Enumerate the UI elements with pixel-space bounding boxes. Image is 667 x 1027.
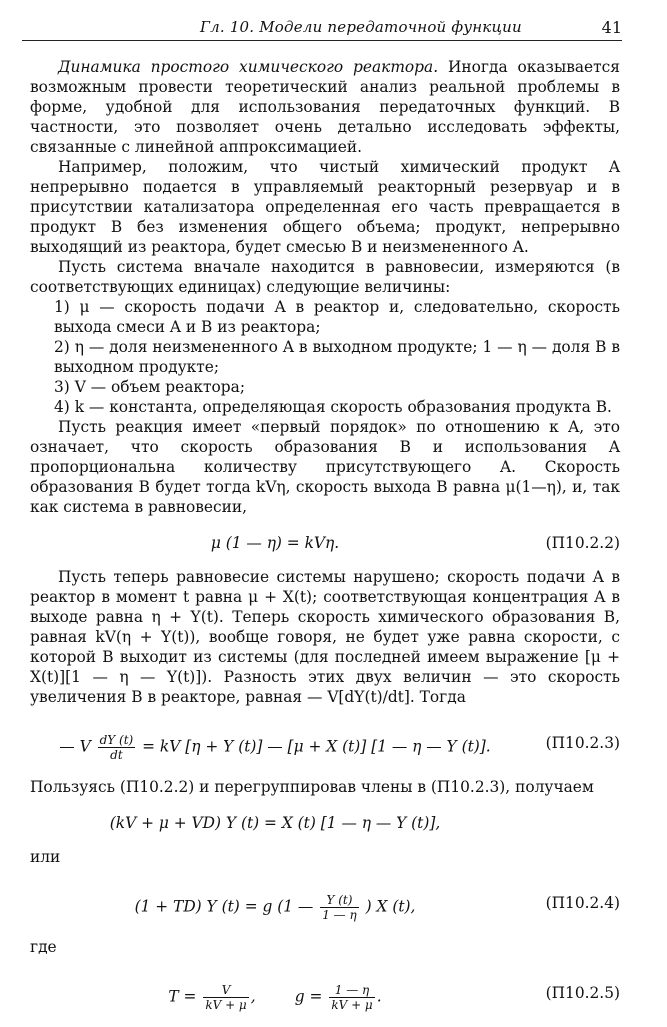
equation-body: T = $\frac{V}{kV + \mu}$ , g = $\frac{1 — \eta}{kV + \mu}$ .: [168, 983, 382, 1012]
equation-right: ) X (t),: [365, 897, 416, 916]
main-text: [30, 57, 620, 1027]
equation-regrouped: [30, 813, 620, 833]
word-where: где: [30, 938, 57, 956]
t-definition-label: T =: [168, 987, 197, 1006]
equation-label: (П10.2.2): [545, 534, 620, 552]
fraction-numerator: Y (t): [320, 893, 358, 908]
equation-left: (1 + TD) Y (t) = g (1 —: [134, 897, 314, 916]
paragraph-reaction: Пусть реакция имеет «первый порядок» по отношению к A, это означает, что скорость образования B и использования A пропорциональна количеству присутствующего A. Скорость образования B будет тогда kVη, скорость выхода B равна μ(1—η), и, так как система в равновесии,: [30, 418, 620, 516]
list-item: 3) V — объем реактора;: [54, 378, 246, 396]
g-definition-label: g =: [294, 987, 323, 1006]
equation-body: μ (1 — η) = kVη.: [210, 534, 340, 552]
chapter-title: Гл. 10. Модели передаточной функции: [200, 18, 522, 36]
fraction-denominator: dt: [110, 748, 123, 762]
ratio-fraction: [320, 893, 358, 922]
list-item: 1) μ — скорость подачи A в реактор и, следовательно, скорость выхода смеси A и B из реактора;: [54, 298, 620, 336]
g-fraction: [329, 983, 374, 1012]
equation-body: (kV + μ + VD) Y (t) = X (t) [1 — η — Y (t)],: [109, 814, 441, 832]
equation-p10-2-2: [30, 533, 620, 553]
paragraph-using: Пользуясь (П10.2.2) и перегруппировав члены в (П10.2.3), получаем: [30, 778, 594, 796]
paragraph-equilibrium: Пусть система вначале находится в равновесии, измеряются (в соответствующих единицах) следующие величины:: [30, 258, 620, 296]
fraction-denominator: 1 — η: [322, 908, 357, 922]
equation-prefix: — V: [59, 737, 91, 756]
fraction-numerator: 1 — η: [329, 983, 374, 998]
paragraph-example: Например, положим, что чистый химический продукт A непрерывно подается в управляемый реакторный резервуар и в присутствии катализатора определенная его часть превращается в продукт B без изменения общего объема; продукт, непрерывно выходящий из реактора, будет смесью B и неизмененного A.: [30, 158, 620, 256]
equation-label: (П10.2.4): [545, 894, 620, 912]
word-or: или: [30, 848, 61, 866]
paragraph-intro: [30, 57, 620, 157]
equation-body: [30, 733, 520, 762]
page-number: 41: [601, 18, 622, 37]
fraction-numerator: V: [203, 983, 248, 998]
equation-rest: = kV [η + Y (t)] — [μ + X (t)] [1 — η — Y (t)].: [142, 737, 491, 756]
list-item: 2) η — доля неизмененного A в выходном продукте; 1 — η — доля B в выходном продукте;: [54, 338, 620, 376]
equation-p10-2-4: [30, 883, 620, 923]
fraction-numerator: dY (t): [99, 733, 134, 747]
fraction-denominator: kV + μ: [331, 998, 373, 1012]
paragraph-disturbance: Пусть теперь равновесие системы нарушено; скорость подачи A в реактор в момент t равна μ + X(t); соответствующая концентрация A в выходе равна η + Y(t). Теперь скорость химического образования B, равная kV(η + Y(t)), вообще говоря, не будет уже равна скорости, с которой B выходит из системы (для последней имеем выражение [μ + X(t)][1 — η — Y(t)]). Разность этих двух величин — это скорость увеличения B в реакторе, равная — V[dY(t)/dt]. Тогда: [30, 568, 620, 706]
equation-p10-2-3: [30, 723, 620, 763]
intro-text: Иногда оказывается возможным провести теоретический анализ реальной проблемы в форме, удобной для использования передаточных функций. В частности, это позволяет очень детально исследовать эффекты, связанные с линейной аппроксимацией.: [30, 58, 620, 156]
fraction-denominator: kV + μ: [205, 998, 247, 1012]
list-item: 4) k — константа, определяющая скорость образования продукта B.: [54, 398, 612, 416]
equation-label: (П10.2.5): [545, 984, 620, 1002]
equation-label: (П10.2.3): [545, 734, 620, 752]
running-head: [22, 8, 622, 41]
derivative-fraction: [98, 733, 136, 762]
section-title: Динамика простого химического реактора.: [58, 58, 439, 76]
equation-body: [30, 893, 520, 922]
equation-p10-2-5: [30, 973, 620, 1013]
t-fraction: [203, 983, 248, 1012]
